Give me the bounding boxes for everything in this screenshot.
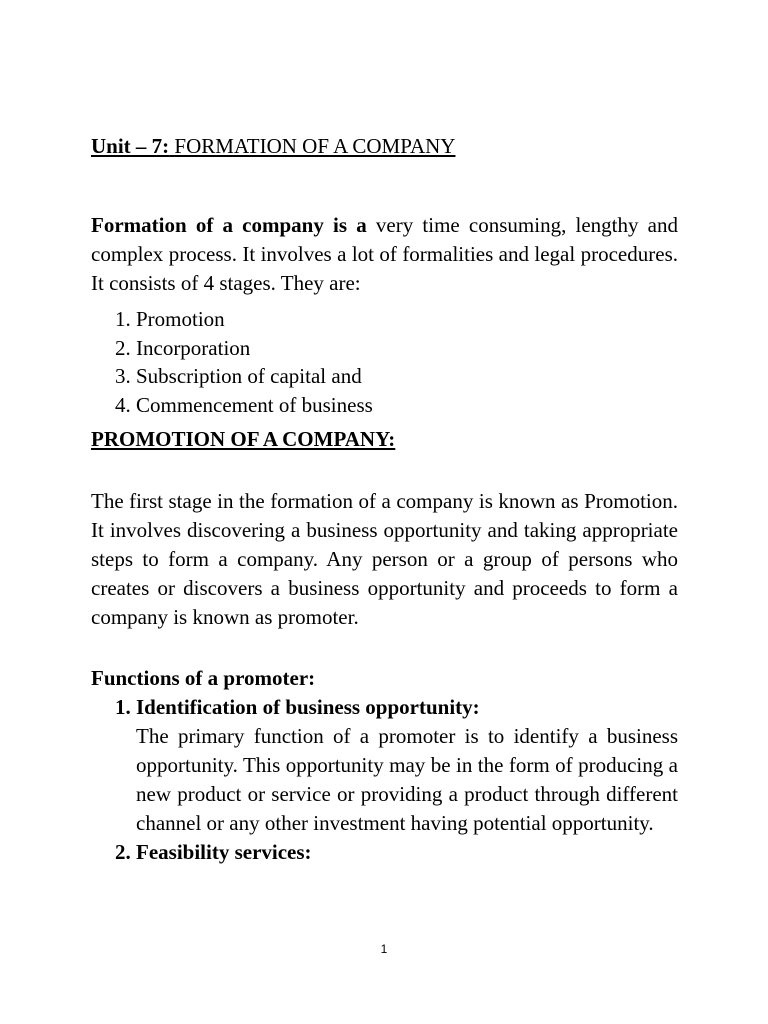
list-item: 2. Incorporation [136, 334, 678, 363]
function-title: 2. Feasibility services: [136, 840, 312, 864]
unit-title [91, 130, 678, 162]
list-item: 1. Promotion [136, 305, 678, 334]
functions-list [91, 693, 678, 867]
intro-bold-lead: Formation of a company is a [91, 213, 367, 237]
document-body [91, 130, 678, 867]
unit-label: Unit – 7: [91, 134, 170, 158]
function-description: The primary function of a promoter is to identify a business opportunity. This opportunity may be in the form of producing a new product or service or providing a product through different channel or any other investment having potential opportunity. [136, 724, 678, 835]
page-number: 1 [380, 942, 388, 956]
unit-title-text: FORMATION OF A COMPANY [174, 134, 456, 158]
list-item: 3. Subscription of capital and [136, 362, 678, 391]
stages-list [91, 305, 678, 419]
promotion-heading: PROMOTION OF A COMPANY: [91, 427, 396, 451]
list-item: 4. Commencement of business [136, 391, 678, 420]
promotion-paragraph: The first stage in the formation of a company is known as Promotion. It involves discovering a business opportunity and taking appropriate steps to form a company. Any person or a group of persons who creates or discovers a business opportunity and proceeds to form a company is known as promoter. [91, 489, 678, 629]
function-title: 1. Identification of business opportunity: [136, 695, 480, 719]
intro-text: very time consuming, lengthy and complex process. It involves a lot of formalities and legal procedures. It consists of 4 stages. They are: [91, 213, 679, 295]
intro-paragraph [91, 211, 678, 298]
function-item [136, 838, 678, 867]
functions-heading: Functions of a promoter: [91, 666, 316, 690]
function-item [136, 693, 678, 838]
